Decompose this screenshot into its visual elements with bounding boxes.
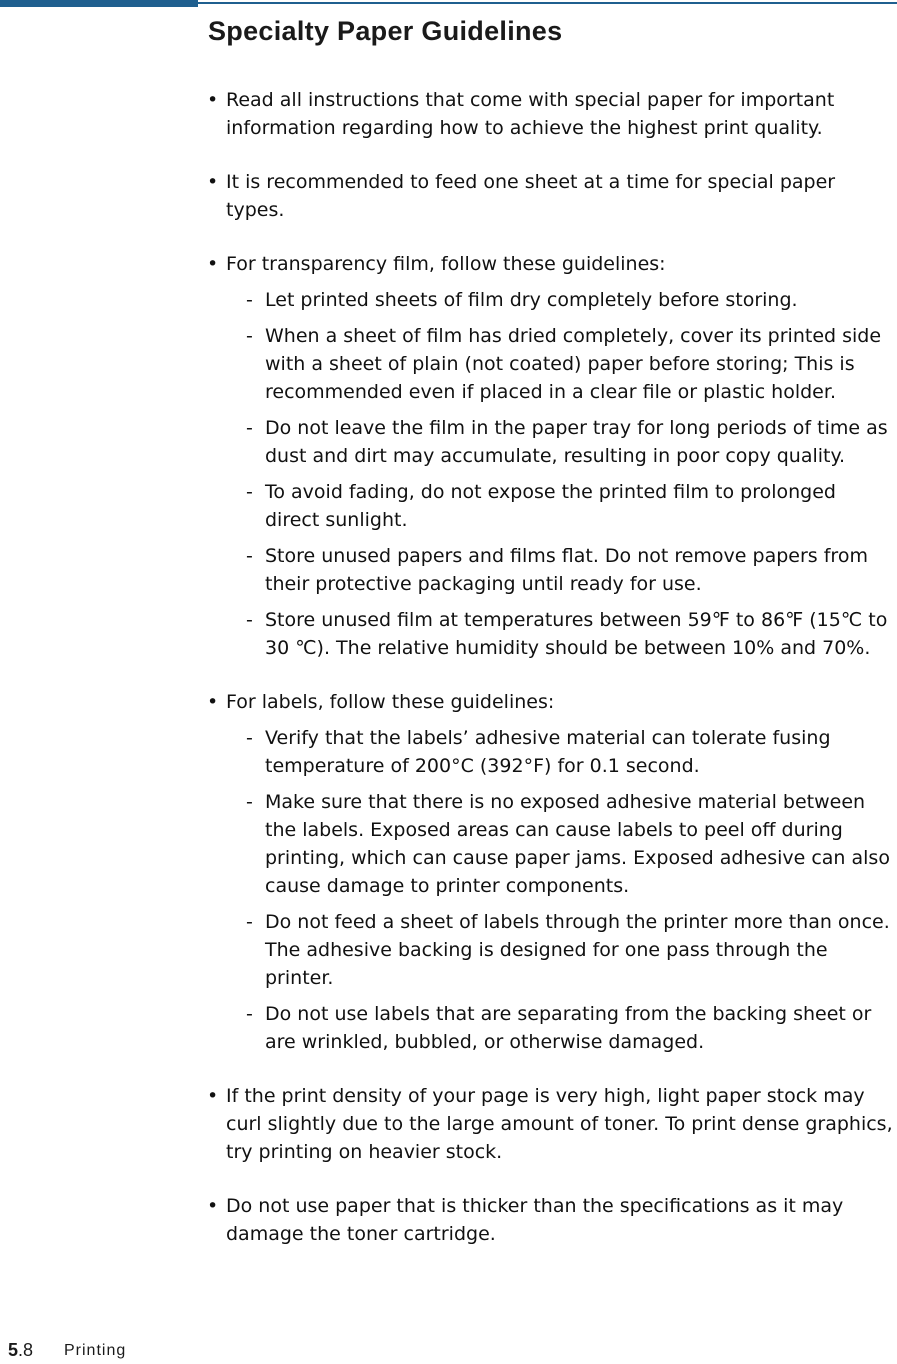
sub-guideline-text: Store unused film at temperatures between 59℉ to 86℉ (15℃ to 30 ℃). The relative humidity should be between 10% and 70%. (265, 609, 888, 659)
bullet-marker: • (207, 171, 219, 193)
bullet-marker: • (207, 89, 219, 111)
sub-guideline-text: Do not use labels that are separating from the backing sheet or are wrinkled, bubbled, or otherwise damaged. (265, 1003, 872, 1053)
sub-guideline-text: To avoid fading, do not expose the printed film to prolonged direct sunlight. (265, 481, 836, 531)
dash-marker: - (246, 325, 253, 347)
sub-guideline-item (226, 286, 893, 314)
guideline-text: It is recommended to feed one sheet at a time for special paper types. (226, 171, 836, 221)
header-rule (198, 2, 897, 4)
dash-marker: - (246, 545, 253, 567)
dash-marker: - (246, 791, 253, 813)
sub-guideline-text: When a sheet of film has dried completely, cover its printed side with a sheet of plain (not coated) paper before storing; This is recommended even if placed in a clear file or plastic holder. (265, 325, 882, 403)
dash-marker: - (246, 289, 253, 311)
sub-guideline-item (226, 606, 893, 662)
sub-guideline-item (226, 322, 893, 406)
guideline-text: For labels, follow these guidelines: (226, 691, 555, 713)
sub-guideline-item (226, 414, 893, 470)
sub-guideline-text: Verify that the labels’ adhesive material can tolerate fusing temperature of 200°C (392°F) for 0.1 second. (265, 727, 831, 777)
bullet-marker: • (207, 253, 219, 275)
dash-marker: - (246, 727, 253, 749)
sub-guideline-list (226, 286, 893, 662)
sub-guideline-item (226, 908, 893, 992)
sub-guideline-item (226, 542, 893, 598)
sub-guideline-text: Store unused papers and films flat. Do not remove papers from their protective packaging until ready for use. (265, 545, 868, 595)
guideline-text: Do not use paper that is thicker than the specifications as it may damage the toner cartridge. (226, 1195, 844, 1245)
sub-guideline-item (226, 478, 893, 534)
bullet-marker: • (207, 691, 219, 713)
footer-chapter-number: 5 (8, 1340, 19, 1360)
sub-guideline-list (226, 724, 893, 1056)
dash-marker: - (246, 1003, 253, 1025)
dash-marker: - (246, 609, 253, 631)
guideline-item (207, 688, 893, 1056)
sub-guideline-item (226, 1000, 893, 1056)
guideline-item (207, 1082, 893, 1166)
dash-marker: - (246, 481, 253, 503)
guideline-text: Read all instructions that come with special paper for important information regarding how to achieve the highest print quality. (226, 89, 835, 139)
guideline-item (207, 168, 893, 224)
bullet-marker: • (207, 1085, 219, 1107)
guideline-text: If the print density of your page is very high, light paper stock may curl slightly due to the large amount of toner. To print dense graphics, try printing on heavier stock. (226, 1085, 893, 1163)
guideline-text: For transparency film, follow these guidelines: (226, 253, 666, 275)
sub-guideline-text: Make sure that there is no exposed adhesive material between the labels. Exposed areas can cause labels to peel off during printing, which can cause paper jams. Exposed adhesive can also cause damage to printer components. (265, 791, 890, 897)
sub-guideline-text: Let printed sheets of film dry completely before storing. (265, 289, 798, 311)
guideline-item (207, 250, 893, 662)
header-accent-bar (0, 0, 198, 7)
footer-page-number: .8 (18, 1340, 34, 1360)
page-title: Specialty Paper Guidelines (208, 16, 563, 46)
footer-section-name: Printing (64, 1342, 127, 1359)
page-footer (8, 1340, 127, 1361)
guideline-item (207, 1192, 893, 1248)
sub-guideline-item (226, 788, 893, 900)
sub-guideline-item (226, 724, 893, 780)
dash-marker: - (246, 417, 253, 439)
bullet-marker: • (207, 1195, 219, 1217)
dash-marker: - (246, 911, 253, 933)
guidelines-list (207, 86, 893, 1274)
sub-guideline-text: Do not feed a sheet of labels through the printer more than once. The adhesive backing is designed for one pass through the printer. (265, 911, 890, 989)
guideline-item (207, 86, 893, 142)
sub-guideline-text: Do not leave the film in the paper tray for long periods of time as dust and dirt may accumulate, resulting in poor copy quality. (265, 417, 888, 467)
